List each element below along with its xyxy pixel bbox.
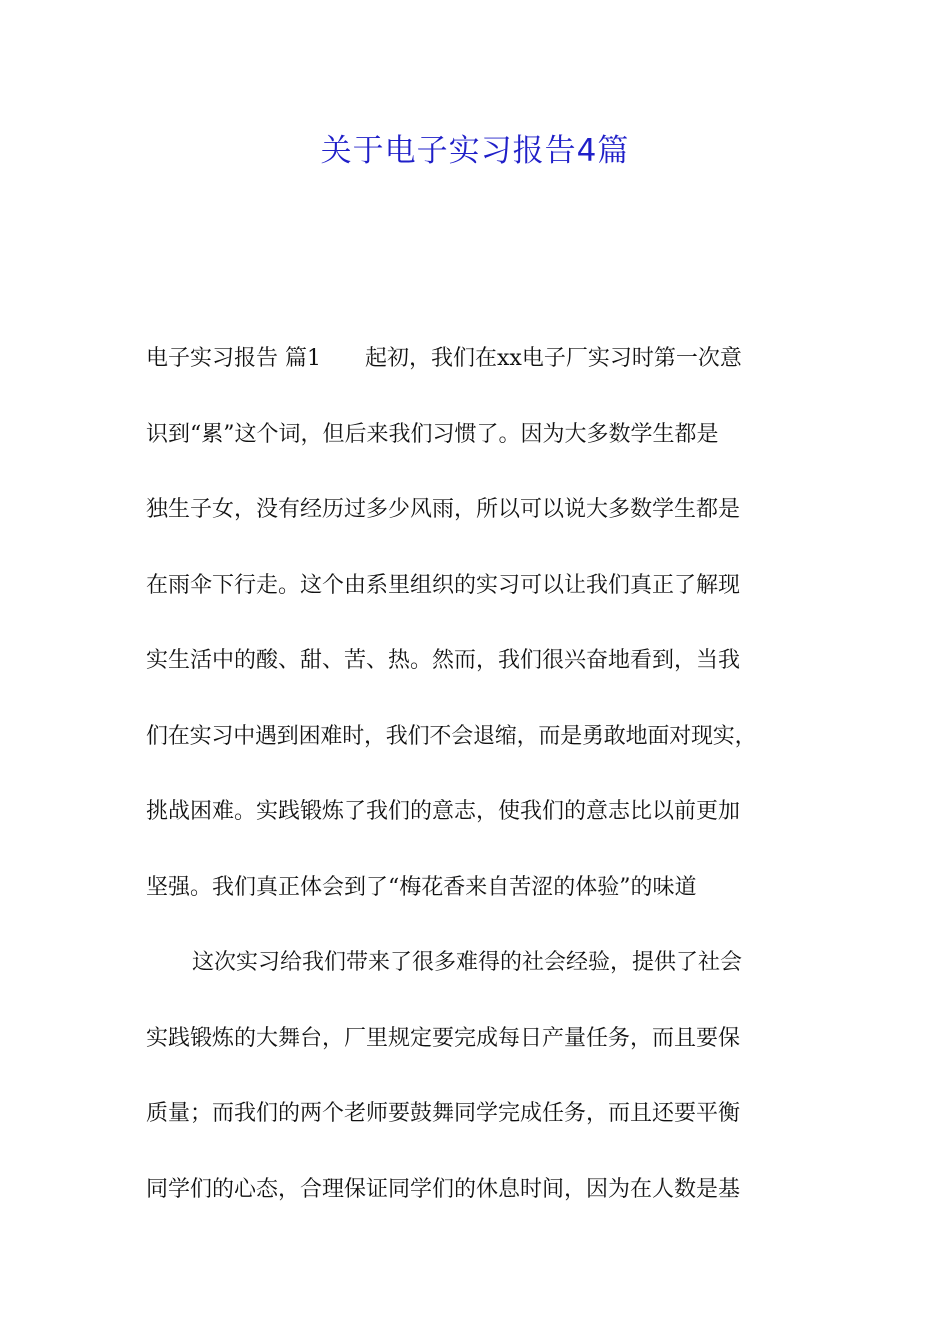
paragraph-line-3: 独生子女，没有经历过多少风雨，所以可以说大多数学生都是	[146, 497, 741, 522]
paragraph-line-4: 在雨伞下行走。这个由系里组织的实习可以让我们真正了解现	[146, 572, 741, 598]
paragraph-line-7: 挑战困难。实践锻炼了我们的意志，使我们的意志比以前更加	[146, 799, 741, 824]
document-body	[146, 336, 810, 1242]
section-heading: 电子实习报告 篇1	[146, 346, 321, 371]
paragraph-line-2: 识到“累”这个词，但后来我们习惯了。因为大多数学生都是	[146, 421, 719, 447]
paragraph-line-8: 坚强。我们真正体会到了“梅花香来自苦涩的体验”的味道	[146, 874, 697, 900]
paragraph-line-10: 实践锻炼的大舞台，厂里规定要完成每日产量任务，而且要保	[146, 1025, 741, 1051]
paragraph-line-9	[146, 940, 810, 1016]
line-text: 这次实习给我们带来了很多难得的社会经验，提供了社会	[192, 950, 743, 975]
document-title: 关于电子实习报告4篇	[320, 133, 630, 169]
line-text: 起初，我们在xx电子厂实习时第一次意	[365, 346, 742, 371]
paragraph-line-11: 质量；而我们的两个老师要鼓舞同学完成任务，而且还要平衡	[146, 1101, 741, 1126]
paragraph-line-6: 们在实习中遇到困难时，我们不会退缩，而是勇敢地面对现实，	[146, 723, 757, 749]
paragraph-line-12: 同学们的心态，合理保证同学们的休息时间，因为在人数是基	[146, 1176, 741, 1202]
paragraph-line-5: 实生活中的酸、甜、苦、热。然而，我们很兴奋地看到，当我	[146, 648, 741, 673]
paragraph-line-1	[146, 336, 810, 412]
